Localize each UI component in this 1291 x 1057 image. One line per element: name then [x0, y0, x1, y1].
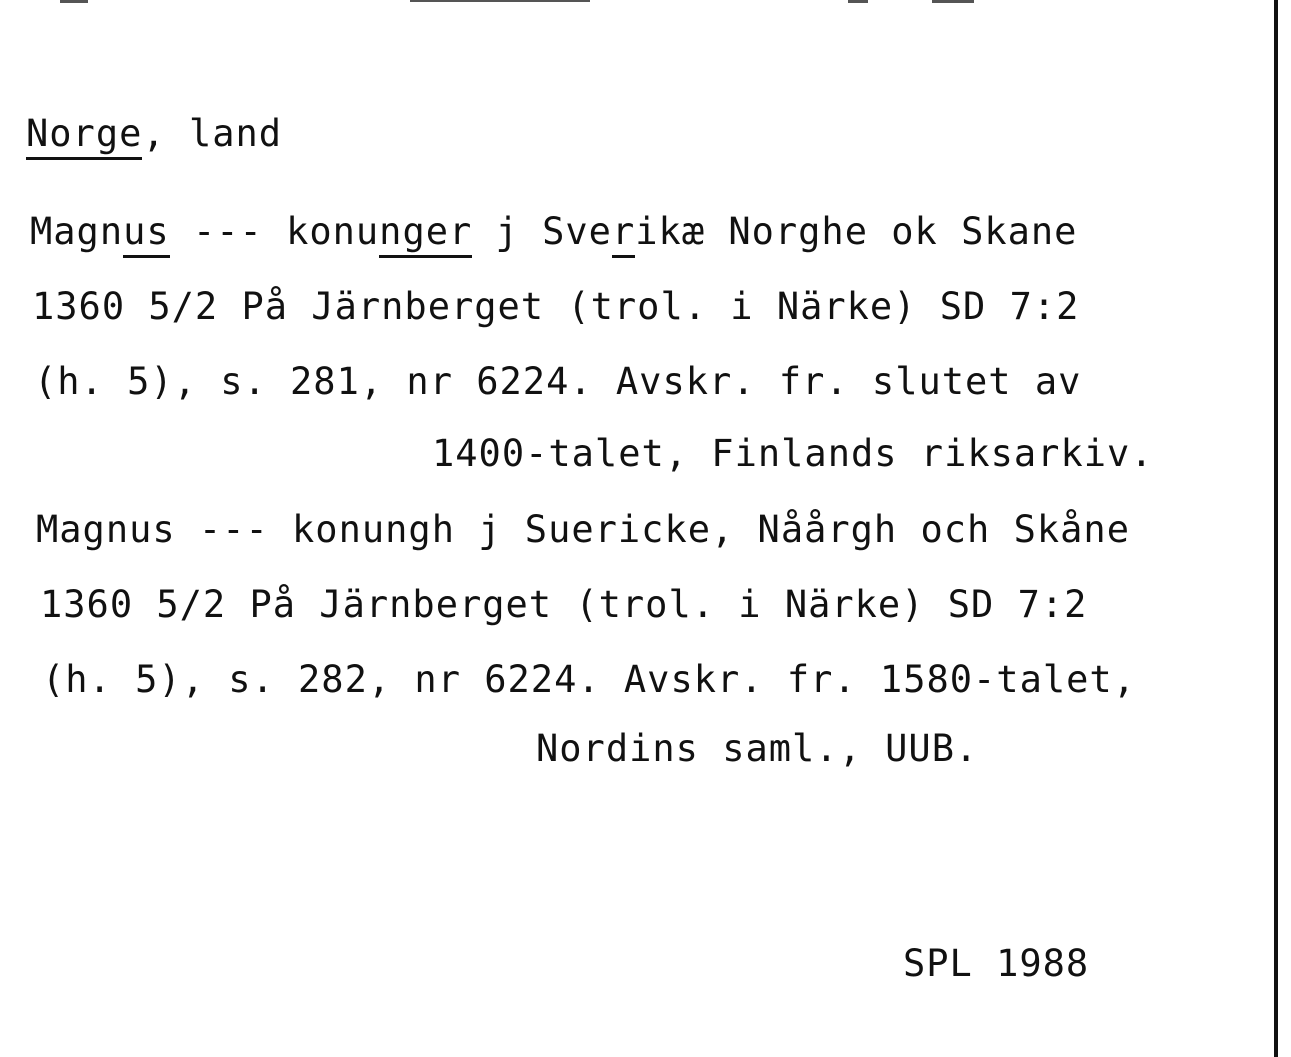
underlined-segment: r [612, 210, 635, 254]
text-segment: j [472, 210, 543, 253]
entry1-line4: 1400-talet, Finlands riksarkiv. [432, 432, 1154, 475]
text-segment: ikæ [635, 210, 706, 253]
entry1-line1 [30, 210, 1077, 254]
underlined-segment: us [123, 210, 170, 254]
text-segment: --- [169, 210, 287, 253]
underline [379, 255, 472, 258]
text-segment: konu [286, 210, 380, 253]
scan-speck [932, 0, 974, 3]
underlined-segment: nger [379, 210, 472, 254]
underline [26, 157, 142, 160]
entry2-line3: (h. 5), s. 282, nr 6224. Avskr. fr. 1580-talet, [42, 658, 1136, 701]
scan-speck [410, 0, 590, 2]
entry1-line3: (h. 5), s. 281, nr 6224. Avskr. fr. slutet av [34, 360, 1082, 403]
entry2-line1: Magnus --- konungh j Suericke, Nåårgh och Skåne [36, 508, 1130, 551]
heading-rest: , land [142, 112, 283, 155]
entry1-line2: 1360 5/2 På Järnberget (trol. i Närke) SD 7:2 [32, 285, 1080, 328]
underline [123, 255, 170, 258]
underline [612, 255, 635, 258]
heading-term: Norge [26, 112, 142, 156]
scan-speck [60, 0, 88, 3]
entry2-line2: 1360 5/2 På Järnberget (trol. i Närke) SD 7:2 [40, 583, 1088, 626]
card-heading [26, 112, 282, 156]
entry2-line4: Nordins saml., UUB. [536, 727, 979, 770]
scan-speck [848, 0, 868, 3]
card-signature: SPL 1988 [903, 942, 1090, 985]
text-segment: Sve [542, 210, 612, 253]
card-right-edge [1274, 0, 1278, 1057]
text-segment: Magn [30, 210, 124, 253]
text-segment: Norghe ok Skane [705, 210, 1078, 253]
